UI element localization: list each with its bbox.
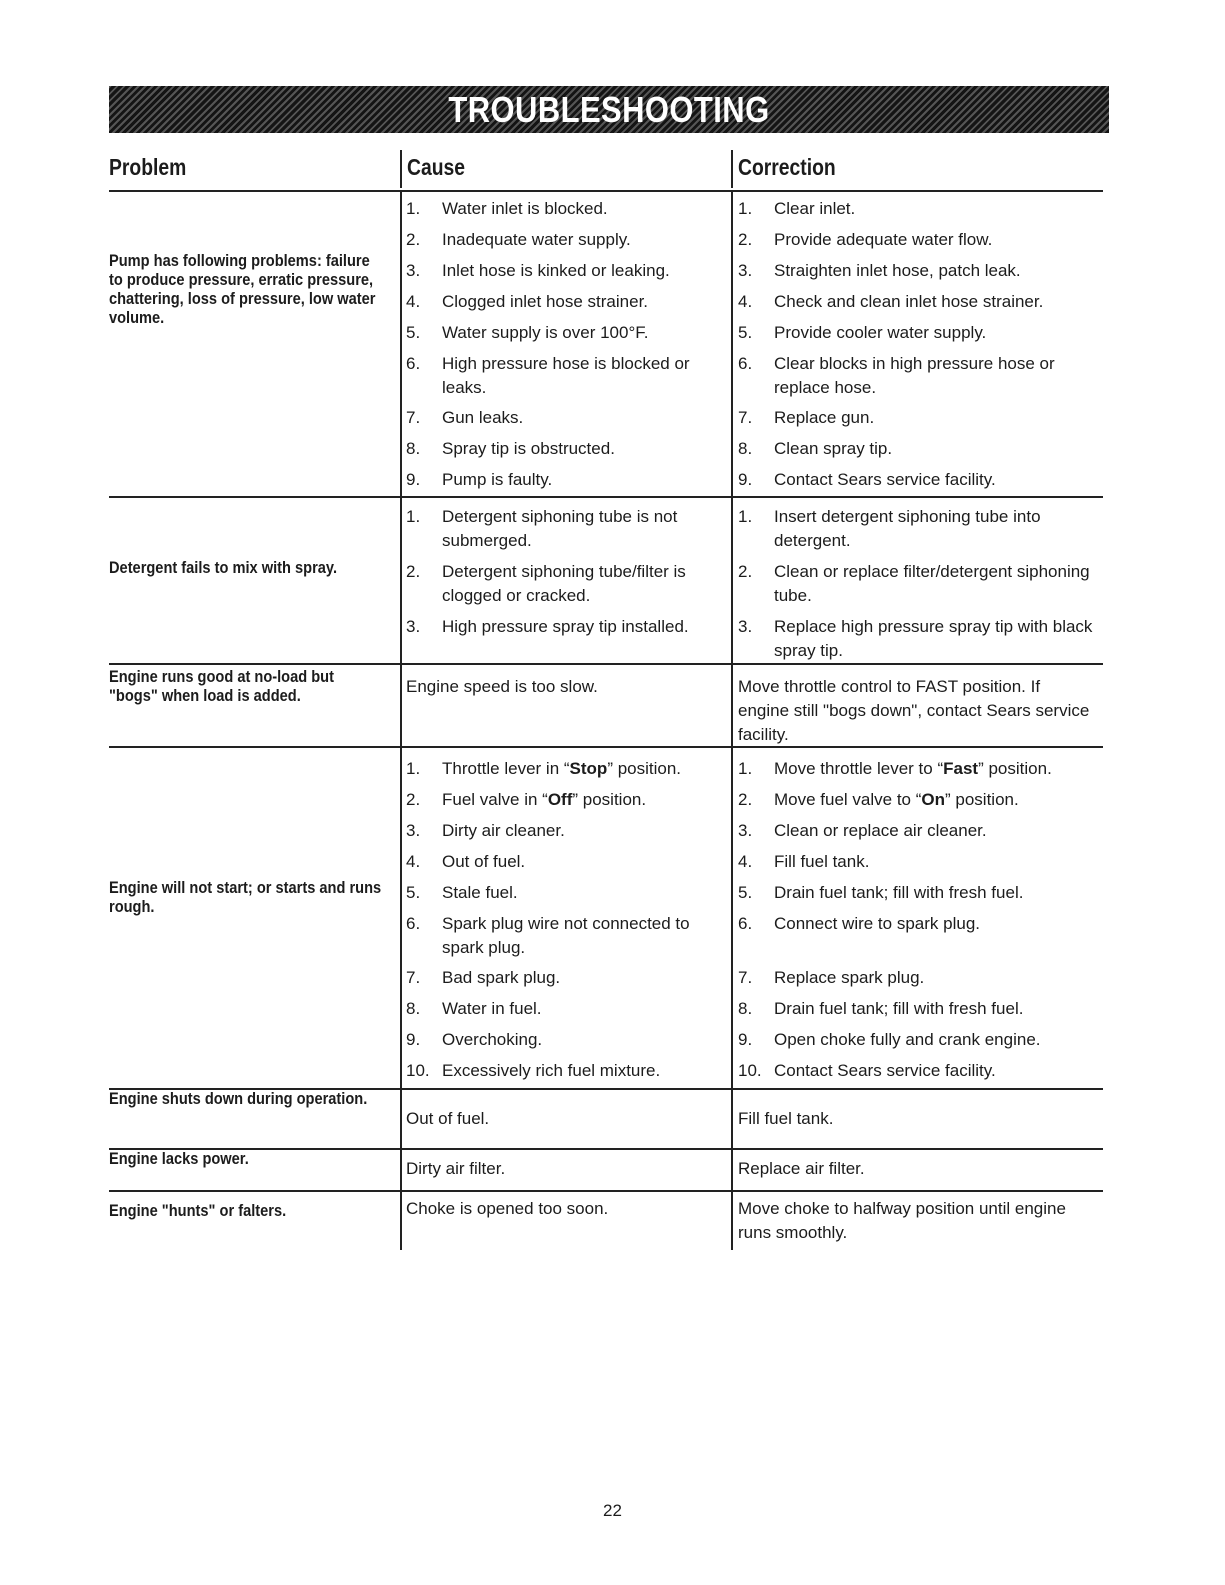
problem-text: Engine will not start; or starts and runs rough. (109, 878, 382, 916)
item-number: 9. (406, 1030, 421, 1049)
item-number: 6. (738, 914, 753, 933)
item-number: 7. (406, 408, 421, 427)
item-number: 4. (406, 852, 421, 871)
cause-item (406, 1059, 726, 1083)
text-segment: ” position. (945, 790, 1019, 809)
item-text: Pump is faulty. (442, 470, 553, 489)
correction-text: Move choke to halfway position until engine runs smoothly. (738, 1199, 1066, 1242)
item-number: 1. (406, 199, 421, 218)
keyword: Fast (943, 759, 979, 778)
title-banner (109, 86, 1109, 133)
keyword: Off (547, 790, 573, 809)
item-number: 4. (406, 292, 421, 311)
correction-item (738, 505, 1093, 553)
item-number: 2. (738, 230, 753, 249)
item-number: 1. (738, 199, 753, 218)
item-number: 1. (738, 759, 753, 778)
item-text: Stale fuel. (442, 883, 518, 902)
item-number: 5. (738, 883, 753, 902)
cause-text: Engine speed is too slow. (406, 677, 598, 696)
item-number: 5. (738, 323, 753, 342)
cause-item (406, 560, 726, 608)
item-number: 10. (406, 1061, 430, 1080)
cause-item (406, 912, 726, 960)
item-number: 2. (406, 562, 421, 581)
item-text: Drain fuel tank; fill with fresh fuel. (774, 883, 1024, 902)
item-text: Fill fuel tank. (774, 852, 870, 871)
item-text: Water inlet is blocked. (442, 199, 608, 218)
cause-text: Choke is opened too soon. (406, 1199, 609, 1218)
cause-text: Out of fuel. (406, 1109, 490, 1128)
problem-text: Detergent fails to mix with spray. (109, 557, 338, 577)
item-text: Water in fuel. (442, 999, 542, 1018)
item-text (774, 757, 1093, 781)
item-text: Inlet hose is kinked or leaking. (442, 261, 670, 280)
item-text (442, 788, 726, 812)
correction-item (738, 1028, 1093, 1052)
cause-item (406, 757, 726, 781)
item-text: Detergent siphoning tube/filter is clogged or cracked. (442, 562, 686, 605)
item-text: Straighten inlet hose, patch leak. (774, 261, 1021, 280)
item-number: 3. (738, 261, 753, 280)
page-number: 22 (603, 1501, 622, 1520)
item-number: 9. (738, 1030, 753, 1049)
correction-text: Replace air filter. (738, 1159, 865, 1178)
item-text: Inadequate water supply. (442, 230, 631, 249)
row-divider (109, 496, 1103, 498)
column-divider (400, 190, 402, 1250)
item-number: 3. (406, 261, 421, 280)
text-segment: Move throttle lever to “ (774, 759, 944, 778)
item-number: 8. (738, 999, 753, 1018)
header-cause: Cause (407, 154, 465, 180)
item-text: Provide adequate water flow. (774, 230, 993, 249)
item-number: 3. (738, 821, 753, 840)
item-number: 2. (738, 562, 753, 581)
item-number: 4. (738, 292, 753, 311)
correction-item (738, 912, 1093, 936)
cause-item (406, 997, 726, 1021)
correction-item (738, 468, 1093, 492)
cause-item (406, 819, 726, 843)
item-number: 3. (738, 617, 753, 636)
item-text: Clear inlet. (774, 199, 856, 218)
item-text: Clean spray tip. (774, 439, 893, 458)
keyword: Stop (569, 759, 608, 778)
item-number: 1. (406, 759, 421, 778)
correction-item (738, 1059, 1093, 1083)
item-text: High pressure spray tip installed. (442, 617, 689, 636)
cause-item (406, 966, 726, 990)
cause-item (406, 228, 726, 252)
column-divider (731, 190, 733, 1250)
correction-item (738, 321, 1093, 345)
text-segment: ” position. (978, 759, 1052, 778)
problem-text: Engine lacks power. (109, 1148, 249, 1168)
item-text: Out of fuel. (442, 852, 526, 871)
item-number: 9. (406, 470, 421, 489)
item-text: Contact Sears service facility. (774, 1061, 996, 1080)
cause-item (406, 437, 726, 461)
item-number: 6. (406, 914, 421, 933)
text-segment: Move fuel valve to “ (774, 790, 922, 809)
item-number: 6. (406, 354, 421, 373)
correction-item (738, 290, 1093, 314)
item-text: Connect wire to spark plug. (774, 914, 980, 933)
item-text: Detergent siphoning tube is not submerged. (442, 507, 678, 550)
correction-item (738, 259, 1093, 283)
item-text: Excessively rich fuel mixture. (442, 1061, 661, 1080)
correction-item (738, 560, 1093, 608)
cause-item (406, 850, 726, 874)
correction-item (738, 819, 1093, 843)
correction-item (738, 352, 1093, 400)
header-problem: Problem (109, 154, 187, 180)
item-text: Clean or replace air cleaner. (774, 821, 987, 840)
header-divider (400, 150, 402, 188)
item-number: 7. (738, 408, 753, 427)
cause-item (406, 406, 726, 430)
item-number: 2. (406, 790, 421, 809)
item-text: Water supply is over 100°F. (442, 323, 649, 342)
item-number: 10. (738, 1061, 762, 1080)
cause-item (406, 290, 726, 314)
item-text: Contact Sears service facility. (774, 470, 996, 489)
cause-item (406, 197, 726, 221)
cause-item (406, 468, 726, 492)
item-number: 5. (406, 323, 421, 342)
correction-text: Fill fuel tank. (738, 1109, 834, 1128)
item-text: Spray tip is obstructed. (442, 439, 615, 458)
problem-text: Engine shuts down during operation. (109, 1088, 368, 1108)
row-divider (109, 1190, 1103, 1192)
correction-item (738, 615, 1093, 663)
correction-item (738, 406, 1093, 430)
correction-item (738, 757, 1093, 781)
correction-item (738, 228, 1093, 252)
item-text: Replace gun. (774, 408, 875, 427)
item-number: 3. (406, 821, 421, 840)
correction-text: Move throttle control to FAST position. If engine still "bogs down", contact Sears service facility. (738, 677, 1090, 744)
correction-item (738, 197, 1093, 221)
item-text: Clogged inlet hose strainer. (442, 292, 649, 311)
item-number: 9. (738, 470, 753, 489)
text-segment: Fuel valve in “ (442, 790, 548, 809)
item-number: 3. (406, 617, 421, 636)
header-divider (731, 150, 733, 188)
correction-item (738, 850, 1093, 874)
row-divider (109, 663, 1103, 665)
correction-item (738, 997, 1093, 1021)
page-title: TROUBLESHOOTING (448, 89, 770, 130)
item-number: 1. (738, 507, 753, 526)
item-number: 2. (406, 230, 421, 249)
cause-item (406, 788, 726, 812)
item-text: Overchoking. (442, 1030, 543, 1049)
item-number: 2. (738, 790, 753, 809)
item-text (442, 757, 726, 781)
cause-text: Dirty air filter. (406, 1159, 506, 1178)
item-text: Drain fuel tank; fill with fresh fuel. (774, 999, 1024, 1018)
item-text: Gun leaks. (442, 408, 524, 427)
cause-item (406, 1028, 726, 1052)
text-segment: ” position. (607, 759, 682, 778)
item-text: Dirty air cleaner. (442, 821, 565, 840)
item-text: Replace high pressure spray tip with black spray tip. (774, 617, 1093, 660)
cause-item (406, 321, 726, 345)
keyword: On (921, 790, 946, 809)
item-number: 7. (406, 968, 421, 987)
item-text: High pressure hose is blocked or leaks. (442, 354, 690, 397)
item-text: Open choke fully and crank engine. (774, 1030, 1041, 1049)
item-text (774, 788, 1093, 812)
item-text: Provide cooler water supply. (774, 323, 987, 342)
text-segment: Throttle lever in “ (442, 759, 570, 778)
item-number: 8. (406, 999, 421, 1018)
cause-item (406, 615, 726, 639)
correction-item (738, 881, 1093, 905)
item-text: Bad spark plug. (442, 968, 561, 987)
item-text: Check and clean inlet hose strainer. (774, 292, 1044, 311)
item-number: 1. (406, 507, 421, 526)
item-number: 5. (406, 883, 421, 902)
correction-item (738, 966, 1093, 990)
item-number: 6. (738, 354, 753, 373)
cause-item (406, 352, 726, 400)
header-correction: Correction (738, 154, 836, 180)
item-text: Replace spark plug. (774, 968, 925, 987)
item-number: 8. (738, 439, 753, 458)
item-text: Insert detergent siphoning tube into detergent. (774, 507, 1041, 550)
item-number: 4. (738, 852, 753, 871)
item-text: Spark plug wire not connected to spark plug. (442, 914, 690, 957)
cause-item (406, 881, 726, 905)
problem-text: Engine "hunts" or falters. (109, 1200, 287, 1220)
item-number: 8. (406, 439, 421, 458)
problem-text: Engine runs good at no-load but "bogs" when load is added. (109, 667, 334, 705)
item-number: 7. (738, 968, 753, 987)
text-segment: ” position. (572, 790, 647, 809)
item-text: Clean or replace filter/detergent siphoning tube. (774, 562, 1090, 605)
item-text: Clear blocks in high pressure hose or replace hose. (774, 354, 1055, 397)
row-divider (109, 190, 1103, 192)
cause-item (406, 505, 726, 553)
correction-item (738, 437, 1093, 461)
problem-text: Pump has following problems: failure to produce pressure, erratic pressure, chattering, loss of pressure, low water volume. (109, 251, 376, 327)
correction-item (738, 788, 1093, 812)
cause-item (406, 259, 726, 283)
